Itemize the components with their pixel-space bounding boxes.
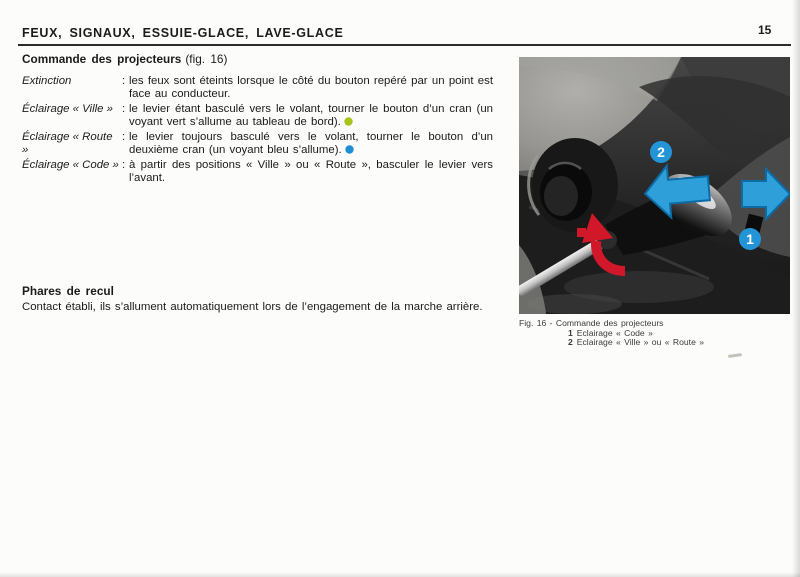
entry-text bbox=[129, 131, 493, 157]
marker-2-badge bbox=[650, 141, 672, 163]
entry-text bbox=[129, 159, 493, 185]
entry-label: Éclairage « Route » bbox=[22, 131, 113, 156]
figure-caption-title: Fig. 16 - Commande des projecteurs bbox=[519, 318, 664, 328]
scan-smudge bbox=[728, 353, 742, 358]
section-title-fig-ref: (fig. 16) bbox=[185, 52, 228, 66]
figure-caption-item-2 bbox=[519, 338, 704, 348]
entry-text-span: les feux sont éteints lorsque le côté du bouton repéré par un point est face au conducteur. bbox=[129, 75, 493, 100]
section-title-phares-recul: Phares de recul bbox=[22, 284, 114, 298]
entry-label: Extinction bbox=[22, 75, 72, 87]
definition-list bbox=[22, 75, 493, 187]
caption-item-text: Eclairage « Ville » ou « Route » bbox=[576, 337, 705, 348]
scan-edge-bottom bbox=[0, 572, 800, 577]
entry-text-span: le levier toujours basculé vers le volant, tourner le bouton d’un deuxième cran (un voyant bleu s’allume). bbox=[129, 131, 493, 156]
entry-code bbox=[22, 159, 493, 185]
scan-edge-right bbox=[792, 0, 800, 577]
dashboard-stalk-illustration bbox=[519, 57, 790, 314]
marker-1-badge bbox=[739, 228, 761, 250]
caption-item-text: Eclairage « Code » bbox=[576, 327, 653, 338]
entry-label: Éclairage « Ville » bbox=[22, 103, 113, 115]
figure-16-photo bbox=[519, 57, 790, 314]
page-title: FEUX, SIGNAUX, ESSUIE-GLACE, LAVE-GLACE bbox=[22, 26, 344, 40]
entry-colon: : bbox=[122, 131, 126, 143]
entry-colon: : bbox=[122, 103, 126, 115]
entry-colon: : bbox=[122, 75, 126, 87]
green-indicator-icon bbox=[344, 117, 353, 126]
knob-face bbox=[544, 176, 578, 216]
svg-text:1: 1 bbox=[746, 231, 754, 247]
entry-text-span: à partir des positions « Ville » ou « Route », basculer le levier vers l’avant. bbox=[129, 159, 493, 184]
caption-item-number: 2 bbox=[568, 337, 573, 348]
entry-text bbox=[129, 103, 493, 129]
figure-caption bbox=[519, 319, 704, 348]
caption-item-number: 1 bbox=[568, 327, 573, 338]
entry-text-span: le levier étant basculé vers le volant, tourner le bouton d’un cran (un voyant vert s’allume au tableau de bord). bbox=[129, 103, 493, 128]
entry-label: Éclairage « Code » bbox=[22, 159, 119, 171]
entry-text bbox=[129, 75, 493, 101]
page-number: 15 bbox=[758, 23, 772, 37]
phares-recul-text: Contact établi, ils s’allument automatiquement lors de l’engagement de la marche arrière. bbox=[22, 301, 483, 313]
blue-indicator-icon bbox=[345, 145, 354, 154]
section-title-text: Commande des projecteurs bbox=[22, 52, 182, 66]
section-title-projecteurs bbox=[22, 52, 227, 66]
svg-text:2: 2 bbox=[657, 144, 665, 160]
entry-ville bbox=[22, 103, 493, 129]
header-rule bbox=[18, 44, 791, 46]
entry-colon: : bbox=[122, 159, 126, 171]
entry-extinction bbox=[22, 75, 493, 101]
entry-route bbox=[22, 131, 493, 157]
